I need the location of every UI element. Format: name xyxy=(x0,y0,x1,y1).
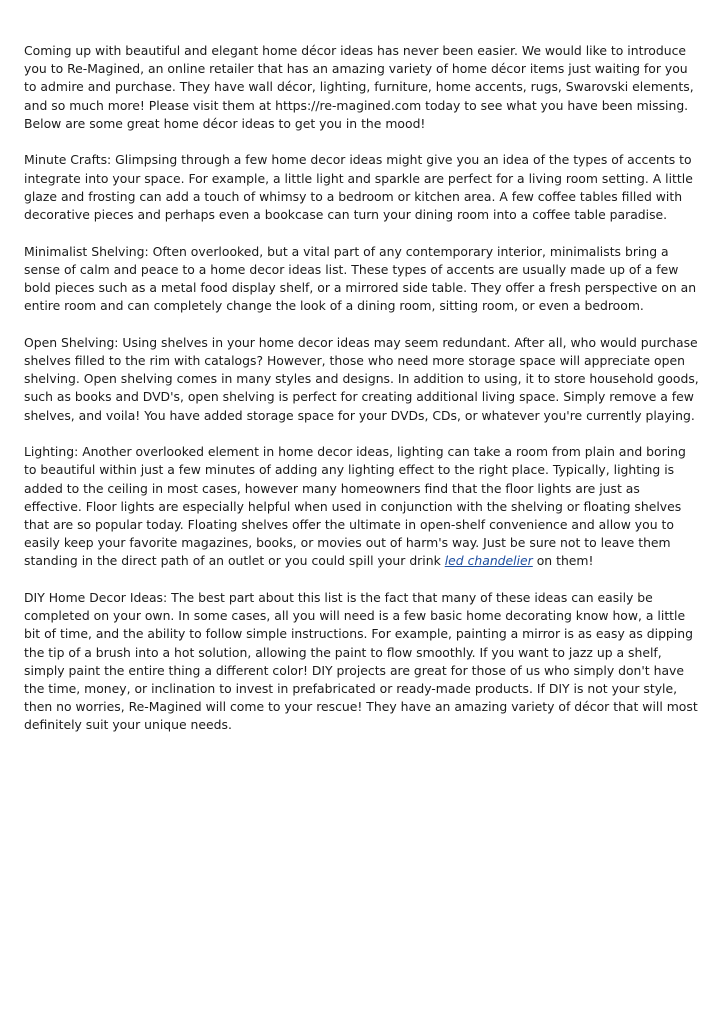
article-body xyxy=(24,42,700,753)
lighting-text-before-link: Lighting: Another overlooked element in home decor ideas, lighting can take a room from plain and boring to beautiful within just a few minutes of adding any lighting effect to the right place. Typically, lighting is added to the ceiling in most cases, however many homeowners find that the floor lights are just as effective. Floor lights are especially helpful when used in conjunction with the shelving or floating shelves that are so popular today. Floating shelves offer the ultimate in open-shelf convenience and allow you to easily keep your favorite magazines, books, or movies out of harm's way. Just be sure not to leave them standing in the direct path of an outlet or you could spill your drink xyxy=(24,444,686,569)
intro-paragraph: Coming up with beautiful and elegant home décor ideas has never been easier. We would like to introduce you to Re-Magined, an online retailer that has an amazing variety of home décor items just waiting for you to admire and purchase. They have wall décor, lighting, furniture, home accents, rugs, Swarovski elements, and so much more! Please visit them at https://re-magined.com today to see what you have been missing. Below are some great home décor ideas to get you in the mood! xyxy=(24,43,694,131)
diy-home-decor-paragraph: DIY Home Decor Ideas: The best part about this list is the fact that many of these ideas can easily be completed on your own. In some cases, all you will need is a few basic home decorating know how, a little bit of time, and the ability to follow simple instructions. For example, painting a mirror is as easy as dipping the tip of a brush into a hot solution, allowing the paint to flow smoothly. If you want to jazz up a shelf, simply paint the entire thing a different color! DIY projects are great for those of us who simply don't have the time, money, or inclination to invest in prefabricated or ready-made products. If DIY is not your style, then no worries, Re-Magined will come to your rescue! They have an amazing variety of décor that will most definitely suit your unique needs. xyxy=(24,590,698,733)
minute-crafts-paragraph: Minute Crafts: Glimpsing through a few home decor ideas might give you an idea of the types of accents to integrate into your space. For example, a little light and sparkle are perfect for a living room setting. A little glaze and frosting can add a touch of whimsy to a bedroom or kitchen area. A few coffee tables filled with decorative pieces and perhaps even a bookcase can turn your dining room into a coffee table paradise. xyxy=(24,152,693,223)
lighting-paragraph xyxy=(24,443,700,570)
lighting-text-after-link: on them! xyxy=(532,553,594,569)
minimalist-shelving-paragraph: Minimalist Shelving: Often overlooked, but a vital part of any contemporary interior, minimalists bring a sense of calm and peace to a home decor ideas list. These types of accents are usually made up of a few bold pieces such as a metal food display shelf, or a mirrored side table. They offer a fresh perspective on an entire room and can completely change the look of a dining room, sitting room, or even a bedroom. xyxy=(24,243,697,314)
led-chandelier-link[interactable]: led chandelier xyxy=(444,553,533,569)
open-shelving-paragraph: Open Shelving: Using shelves in your home decor ideas may seem redundant. After all, who would purchase shelves filled to the rim with catalogs? However, those who need more storage space will appreciate open shelving. Open shelving comes in many styles and designs. In addition to using, it to store household goods, such as books and DVD's, open shelving is perfect for creating additional living space. Simply remove a few shelves, and voila! You have added storage space for your DVDs, CDs, or whatever you're currently playing. xyxy=(24,334,699,423)
